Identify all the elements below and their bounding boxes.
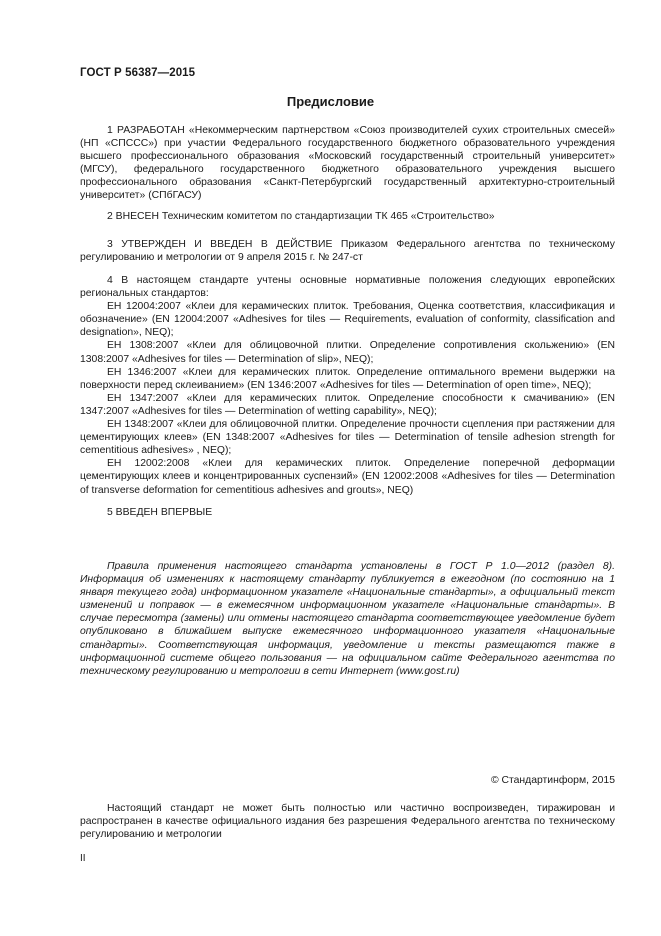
notice-block xyxy=(80,560,615,678)
item-3-paragraph xyxy=(80,238,615,264)
item-1-paragraph xyxy=(80,124,615,203)
standard-entry: ЕН 1346:2007 «Клеи для керамических плиток. Определение оптимального времени выдержки на поверхности перед склеиванием» (EN 1346:2007 «Adhesives for tiles — Determination of open time», NEQ); xyxy=(80,366,615,391)
item-3-text: 3 УТВЕРЖДЕН И ВВЕДЕН В ДЕЙСТВИЕ Приказом Федерального агентства по техническому регулированию и метрологии от 9 апреля 2015 г. № 247-ст xyxy=(80,239,615,264)
standard-entry: ЕН 1348:2007 «Клеи для облицовочной плитки. Определение прочности сцепления при растяжении для цементирующих клеев» (EN 1348:2007 «Adhesives for tiles — Determination of tensile adhesion strength for cementitious adhesives» , NEQ); xyxy=(80,419,615,457)
item-4-block xyxy=(80,274,615,497)
item-4-intro: 4 В настоящем стандарте учтены основные нормативные положения следующих европейских региональных стандартов: xyxy=(80,275,615,300)
reproduction-text: Настоящий стандарт не может быть полностью или частично воспроизведен, тиражирован и распространен в качестве официального издания без разрешения Федерального агентства по техническому регулированию и метрологии xyxy=(80,803,615,841)
copyright-line: © Стандартинформ, 2015 xyxy=(490,775,615,786)
page-title: Предисловие xyxy=(286,94,375,109)
standard-entry: ЕН 12002:2008 «Клеи для керамических плиток. Определение поперечной деформации цементирующих клеев и концентрированных суспензий» (EN 12002:2008 «Adhesives for tiles — Determination of transverse deformation for cementitious adhesives and grouts», NEQ) xyxy=(80,458,615,496)
item-1-text: 1 РАЗРАБОТАН «Некоммерческим партнерством «Союз производителей сухих строительных смесей» (НП «СПССС») при участии Федерального государственного бюджетного образовательного учреждения высшего профессионального образования «Московский государственный строительный университет» (МГСУ), федерального государственного бюджетного образовательного учреждения высшего профессионального образования «Санкт-Петербургский государственный архитектурно-строительный университет» (СПбГАСУ) xyxy=(80,125,615,202)
standard-entry: ЕН 1347:2007 «Клеи для керамических плиток. Определение способности к смачиванию» (EN 1347:2007 «Adhesives for tiles — Determination of wetting capability», NEQ); xyxy=(80,392,615,417)
notice-text: Правила применения настоящего стандарта установлены в ГОСТ Р 1.0—2012 (раздел 8). Информация об изменениях к настоящему стандарту публикуется в ежегодном (по состоянию на 1 января текущего года) информационном указателе «Национальные стандарты», а официальный текст изменений и поправок — в ежемесячном информационном указателе «Национальные стандарты». В случае пересмотра (замены) или отмены настоящего стандарта соответствующее уведомление будет опубликовано в ближайшем выпуске ежемесячного информационного указателя «Национальные стандарты». Соответствующая информация, уведомление и тексты размещаются также в информационной системе общего пользования — на официальном сайте Федерального агентства по техническому регулированию и метрологии в сети Интернет (www.gost.ru) xyxy=(80,561,615,677)
item-2-text: 2 ВНЕСЕН Техническим комитетом по стандартизации ТК 465 «Строительство» xyxy=(107,211,495,222)
item-5-text: 5 ВВЕДЕН ВПЕРВЫЕ xyxy=(107,507,213,518)
page-number: II xyxy=(80,853,86,864)
item-2-paragraph xyxy=(80,210,615,223)
reproduction-notice xyxy=(80,802,615,841)
standard-entry: ЕН 1308:2007 «Клеи для облицовочной плитки. Определение сопротивления скольжению» (EN 1308:2007 «Adhesives for tiles — Determination of slip», NEQ); xyxy=(80,340,615,365)
standard-entry: ЕН 12004:2007 «Клеи для керамических плиток. Требования, Оценка соответствия, классификация и обозначение» (EN 12004:2007 «Adhesives for tiles — Requirements, evaluation of conformity, classification and designation», NEQ); xyxy=(80,301,615,339)
item-5-paragraph xyxy=(80,506,615,519)
standard-code: ГОСТ Р 56387—2015 xyxy=(80,67,196,79)
